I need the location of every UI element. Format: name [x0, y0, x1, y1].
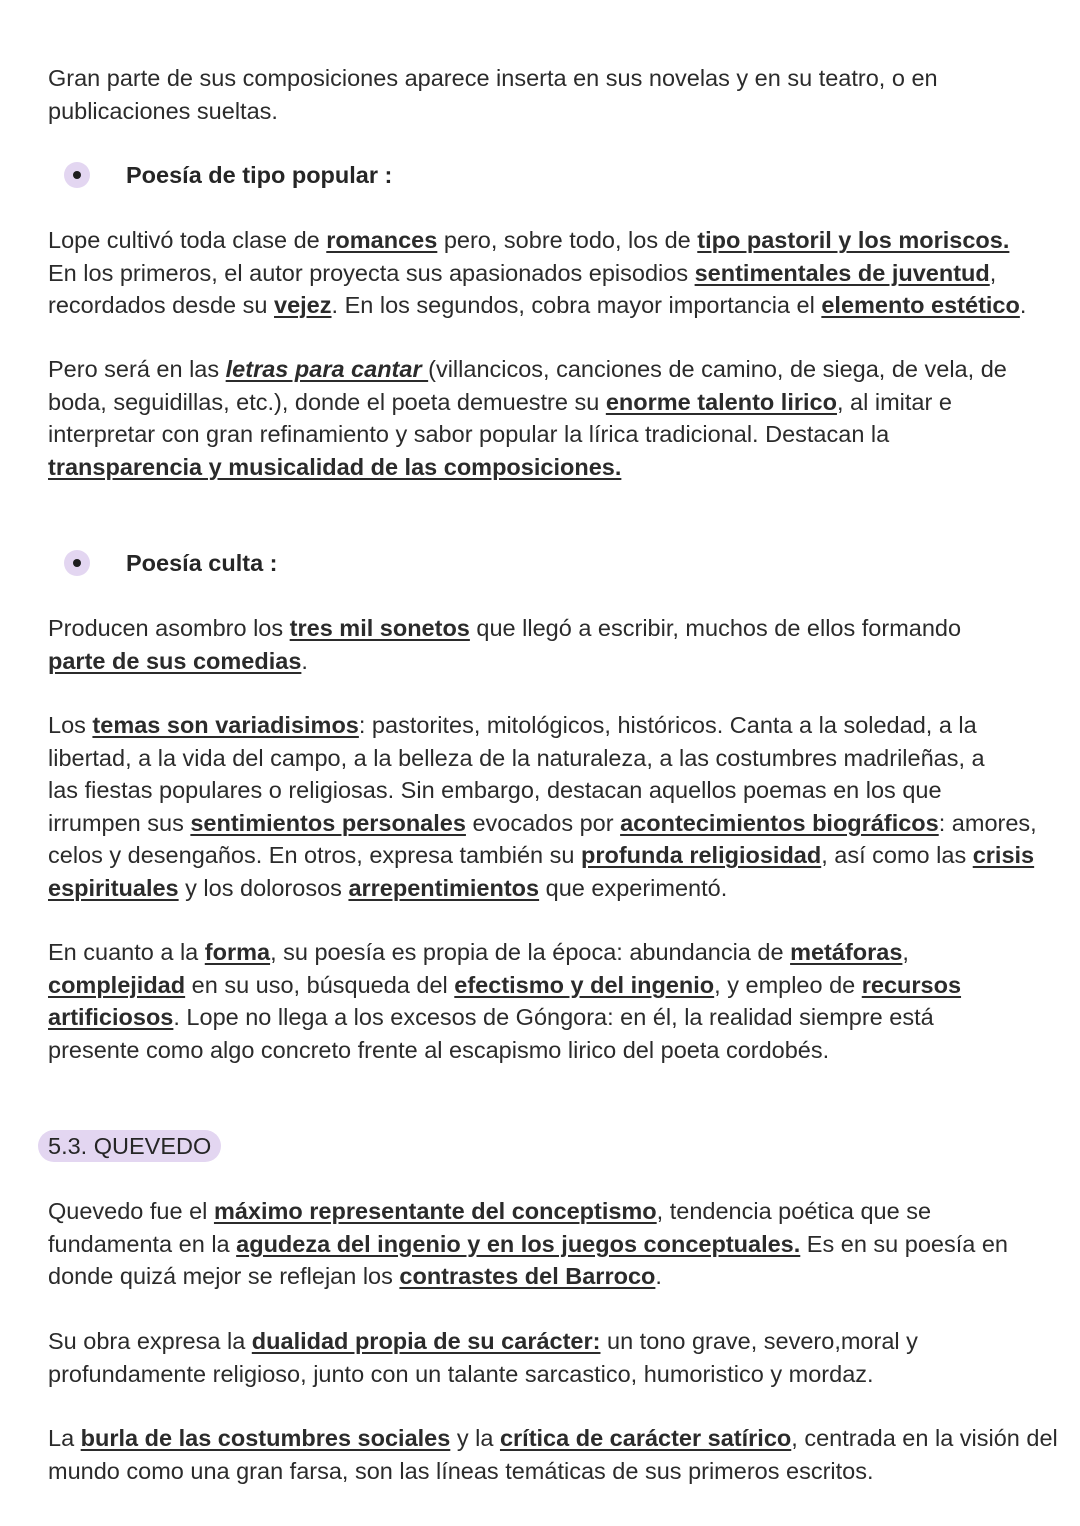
quevedo-paragraph-1: Quevedo fue el máximo representante del conceptismo, tendencia poética que se fundamenta en la agudeza del ingenio y en los juegos conceptuales. Es en su poesía en donde quizá mejor se reflejan los contrastes del Barroco. — [48, 1198, 1009, 1289]
highlight-term: enorme talento lirico — [605, 388, 837, 415]
heading-culta: Poesía culta : — [126, 550, 278, 576]
highlight-term: artificiosos — [48, 1004, 174, 1030]
highlight-term: sentimientos personales — [190, 809, 466, 836]
culta-paragraph-1: Producen asombro los tres mil sonetos que llegó a escribir, muchos de ellos formando parte de sus comedias. — [48, 615, 962, 674]
heading-popular: Poesía de tipo popular : — [126, 162, 393, 188]
highlight-term: forma — [204, 939, 271, 965]
highlight-term: temas son variadisimos — [92, 712, 359, 738]
highlight-term: máximo representante del conceptismo — [213, 1198, 657, 1224]
highlight-term: elemento estético — [821, 292, 1020, 318]
highlight-term: efectismo y del ingenio — [454, 971, 715, 998]
highlight-term: dualidad propia de su carácter: — [251, 1328, 601, 1354]
bullet-icon — [64, 550, 90, 576]
text-line: publicaciones sueltas. — [48, 97, 278, 124]
highlight-term: contrastes del Barroco — [399, 1263, 656, 1289]
highlight-term: agudeza del ingenio y en los juegos conceptuales. — [236, 1230, 801, 1257]
highlight-term: transparencia y musicalidad de las composiciones. — [48, 453, 622, 480]
highlight-term: burla de las costumbres sociales — [80, 1425, 451, 1451]
highlight-term: crisis — [972, 842, 1035, 868]
highlight-term: profunda religiosidad — [580, 842, 822, 868]
highlight-term: parte de sus comedias — [48, 647, 302, 674]
highlight-term: arrepentimientos — [348, 874, 540, 901]
bullet-icon — [64, 162, 90, 188]
highlight-term: espirituales — [48, 874, 179, 901]
quevedo-paragraph-2: Su obra expresa la dualidad propia de su carácter: un tono grave, severo,moral y profundamente religioso, junto con un talante sarcastico, humoristico y mordaz. — [48, 1328, 918, 1387]
highlight-term: complejidad — [48, 971, 186, 998]
section-heading-quevedo: 5.3. QUEVEDO — [38, 1130, 221, 1162]
popular-paragraph-2: Pero será en las letras para cantar (villancicos, canciones de camino, de siega, de vela, de boda, seguidillas, etc.), donde el poeta demuestre su enorme talento lirico, al imitar e interpretar con gran refinamiento y sabor popular la lírica tradicional. Destacan la transparencia y musicalidad de las composiciones. — [48, 356, 1007, 480]
highlight-term: vejez — [274, 292, 332, 318]
highlight-term: tres mil sonetos — [289, 615, 470, 641]
highlight-term: letras para cantar — [225, 356, 429, 382]
intro-paragraph — [48, 62, 1048, 127]
highlight-term: acontecimientos biográficos — [620, 809, 939, 836]
highlight-term: sentimentales de juventud — [694, 259, 990, 286]
culta-paragraph-2: Los temas son variadisimos: pastorites, mitológicos, históricos. Canta a la soledad, a la libertad, a la vida del campo, a la belleza de la naturaleza, a las costumbres madrileñas, a las fiestas populares o religiosas. Sin embargo, destacan aquellos poemas en los que irrumpen sus sentimientos personales evocados por acontecimientos biográficos: amores, celos y desengaños. En otros, expresa también su profunda religiosidad, así como las crisis espirituales y los dolorosos arrepentimientos que experimentó. — [48, 712, 1037, 901]
culta-paragraph-3: En cuanto a la forma, su poesía es propia de la época: abundancia de metáforas, complejidad en su uso, búsqueda del efectismo y del ingenio, y empleo de recursos artificiosos. Lope no llega a los excesos de Góngora: en él, la realidad siempre está presente como algo concreto frente al escapismo lirico del poeta cordobés. — [48, 939, 962, 1063]
quevedo-paragraph-3: La burla de las costumbres sociales y la crítica de carácter satírico, centrada en la visión del mundo como una gran farsa, son las líneas temáticas de sus primeros escritos. — [48, 1425, 1058, 1484]
popular-paragraph-1: Lope cultivó toda clase de romances pero, sobre todo, los de tipo pastoril y los moriscos. En los primeros, el autor proyecta sus apasionados episodios sentimentales de juventud, recordados desde su vejez. En los segundos, cobra mayor importancia el elemento estético. — [48, 227, 1027, 318]
highlight-term: crítica de carácter satírico — [499, 1425, 792, 1451]
highlight-term: romances — [326, 227, 438, 253]
highlight-term: tipo pastoril y los moriscos. — [697, 227, 1010, 253]
highlight-term: metáforas — [790, 939, 903, 965]
highlight-term: recursos — [861, 971, 962, 998]
text-line: Gran parte de sus composiciones aparece inserta en sus novelas y en su teatro, o en — [48, 65, 938, 91]
